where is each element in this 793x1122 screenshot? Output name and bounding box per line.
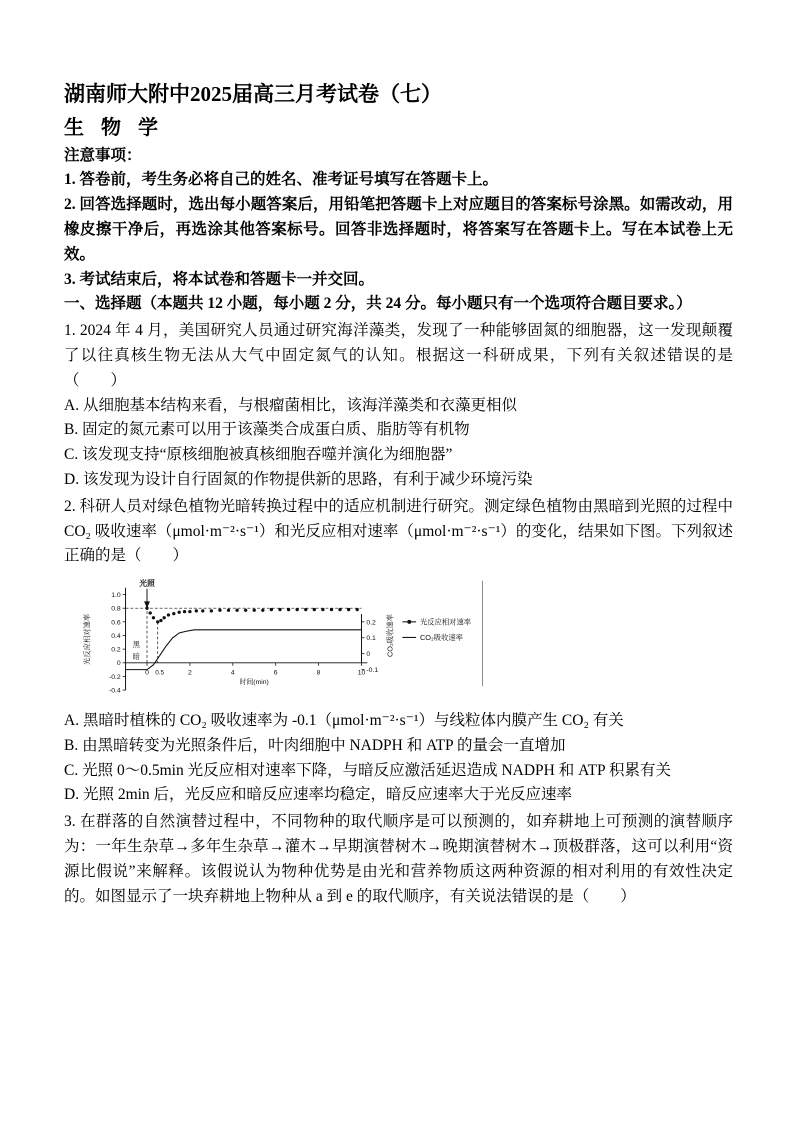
svg-text:0.5: 0.5 [155, 669, 165, 677]
svg-text:1.0: 1.0 [111, 592, 121, 600]
notice-heading: 注意事项： [64, 146, 142, 164]
svg-text:0.8: 0.8 [111, 605, 121, 613]
q2-option-b: B. 由黑暗转变为光照条件后，叶肉细胞中 NADPH 和 ATP 的量会一直增加 [64, 736, 566, 754]
q2-option-c: C. 光照 0～0.5min 光反应相对速率下降，与暗反应激活延迟造成 NADPH 和 ATP 积累有关 [64, 761, 671, 779]
q1-option-a: A. 从细胞基本结构来看，与根瘤菌相比，该海洋藻类和衣藻更相似 [64, 396, 517, 414]
q2-chart [78, 577, 528, 694]
svg-text:光反应相对速率: 光反应相对速率 [419, 617, 472, 627]
question-3 [64, 810, 733, 909]
svg-text:0.4: 0.4 [111, 633, 121, 641]
notice-item: 1. 答卷前，考生务必将自己的姓名、准考证号填写在答题卡上。 [64, 171, 499, 189]
svg-text:光反应相对速率: 光反应相对速率 [82, 614, 92, 666]
notice-item: 2. 回答选择题时，选出每小题答案后，用铅笔把答题卡上对应题目的答案标号涂黑。如需改动，用橡皮擦干净后，再选涂其他答案标号。回答非选择题时，将答案写在答题卡上。写在本试卷上无效。 [64, 196, 733, 263]
svg-text:0: 0 [366, 651, 371, 659]
notice-block [64, 144, 733, 293]
q1-option-c: C. 该发现支持“原核细胞被真核细胞吞噬并演化为细胞器” [64, 446, 453, 464]
svg-text:0.1: 0.1 [366, 635, 376, 643]
q2-option-a: A. 黑暗时植株的 CO₂ 吸收速率为 -0.1（μmol·m⁻²·s⁻¹）与线粒体内膜产生 CO₂ 有关 [64, 711, 624, 729]
svg-text:0.2: 0.2 [366, 619, 376, 627]
q1-option-b: B. 固定的氮元素可以用于该藻类合成蛋白质、脂肪等有机物 [64, 421, 470, 439]
page-title: 湖南师大附中2025届高三月考试卷（七） [64, 82, 442, 106]
section-heading: 一、选择题（本题共 12 小题，每小题 2 分，共 24 分。每小题只有一个选项符合题目要求。） [64, 295, 692, 313]
notice-item: 3. 考试结束后，将本试卷和答题卡一并交回。 [64, 270, 375, 288]
svg-text:时间(min): 时间(min) [239, 679, 269, 687]
svg-text:0: 0 [116, 660, 121, 668]
svg-text:-0.1: -0.1 [366, 667, 379, 675]
svg-text:CO₂吸收速率: CO₂吸收速率 [419, 633, 463, 643]
svg-text:6: 6 [273, 669, 278, 677]
q1-option-d: D. 该发现为设计自行固氮的作物提供新的思路，有利于减少环境污染 [64, 470, 533, 488]
svg-text:-0.4: -0.4 [108, 687, 121, 695]
q2-option-d: D. 光照 2min 后，光反应和暗反应速率均稳定，暗反应速率大于光反应速率 [64, 786, 573, 804]
svg-text:0.6: 0.6 [111, 619, 121, 627]
svg-text:4: 4 [230, 669, 235, 677]
svg-text:0: 0 [145, 669, 149, 677]
question-1 [64, 319, 733, 493]
subject-title: 生 物 学 [64, 116, 164, 139]
svg-text:暗: 暗 [132, 652, 140, 662]
q3-stem: 3. 在群落的自然演替过程中，不同物种的取代顺序是可以预测的，如弃耕地上可预测的演替顺序为：一年生杂草→多年生杂草→灌木→早期演替树木→晚期演替树木→顶极群落，这可以利用“资源比假说”来解释。该假说认为物种优势是由光和营养物质这两种资源的相对利用的有效性决定的。如图显示了一块弃耕地上物种从 a 到 e 的取代顺序，有关说法错误的是（ ） [64, 813, 733, 905]
svg-text:8: 8 [316, 669, 321, 677]
question-2 [64, 495, 733, 808]
q2-stem: 2. 科研人员对绿色植物光暗转换过程中的适应机制进行研究。测定绿色植物由黑暗到光照的过程中 CO₂ 吸收速率（μmol·m⁻²·s⁻¹）和光反应相对速率（μmol·m⁻²·s⁻¹）的变化，结果如下图。下列叙述正确的是（ ） [64, 497, 733, 565]
svg-text:-0.2: -0.2 [108, 674, 121, 682]
svg-text:10: 10 [357, 669, 366, 677]
svg-text:0.2: 0.2 [111, 646, 121, 654]
svg-text:2: 2 [188, 669, 192, 677]
q2-figure [78, 577, 733, 703]
svg-text:黑: 黑 [132, 640, 140, 650]
q1-stem: 1. 2024 年 4 月，美国研究人员通过研究海洋藻类，发现了一种能够固氮的细胞器，这一发现颠覆了以往真核生物无法从大气中固定氮气的认知。根据这一科研成果，下列有关叙述错误的是（ ） [64, 322, 733, 389]
svg-text:CO₂吸收速率: CO₂吸收速率 [385, 614, 395, 658]
svg-text:光照: 光照 [139, 578, 155, 588]
